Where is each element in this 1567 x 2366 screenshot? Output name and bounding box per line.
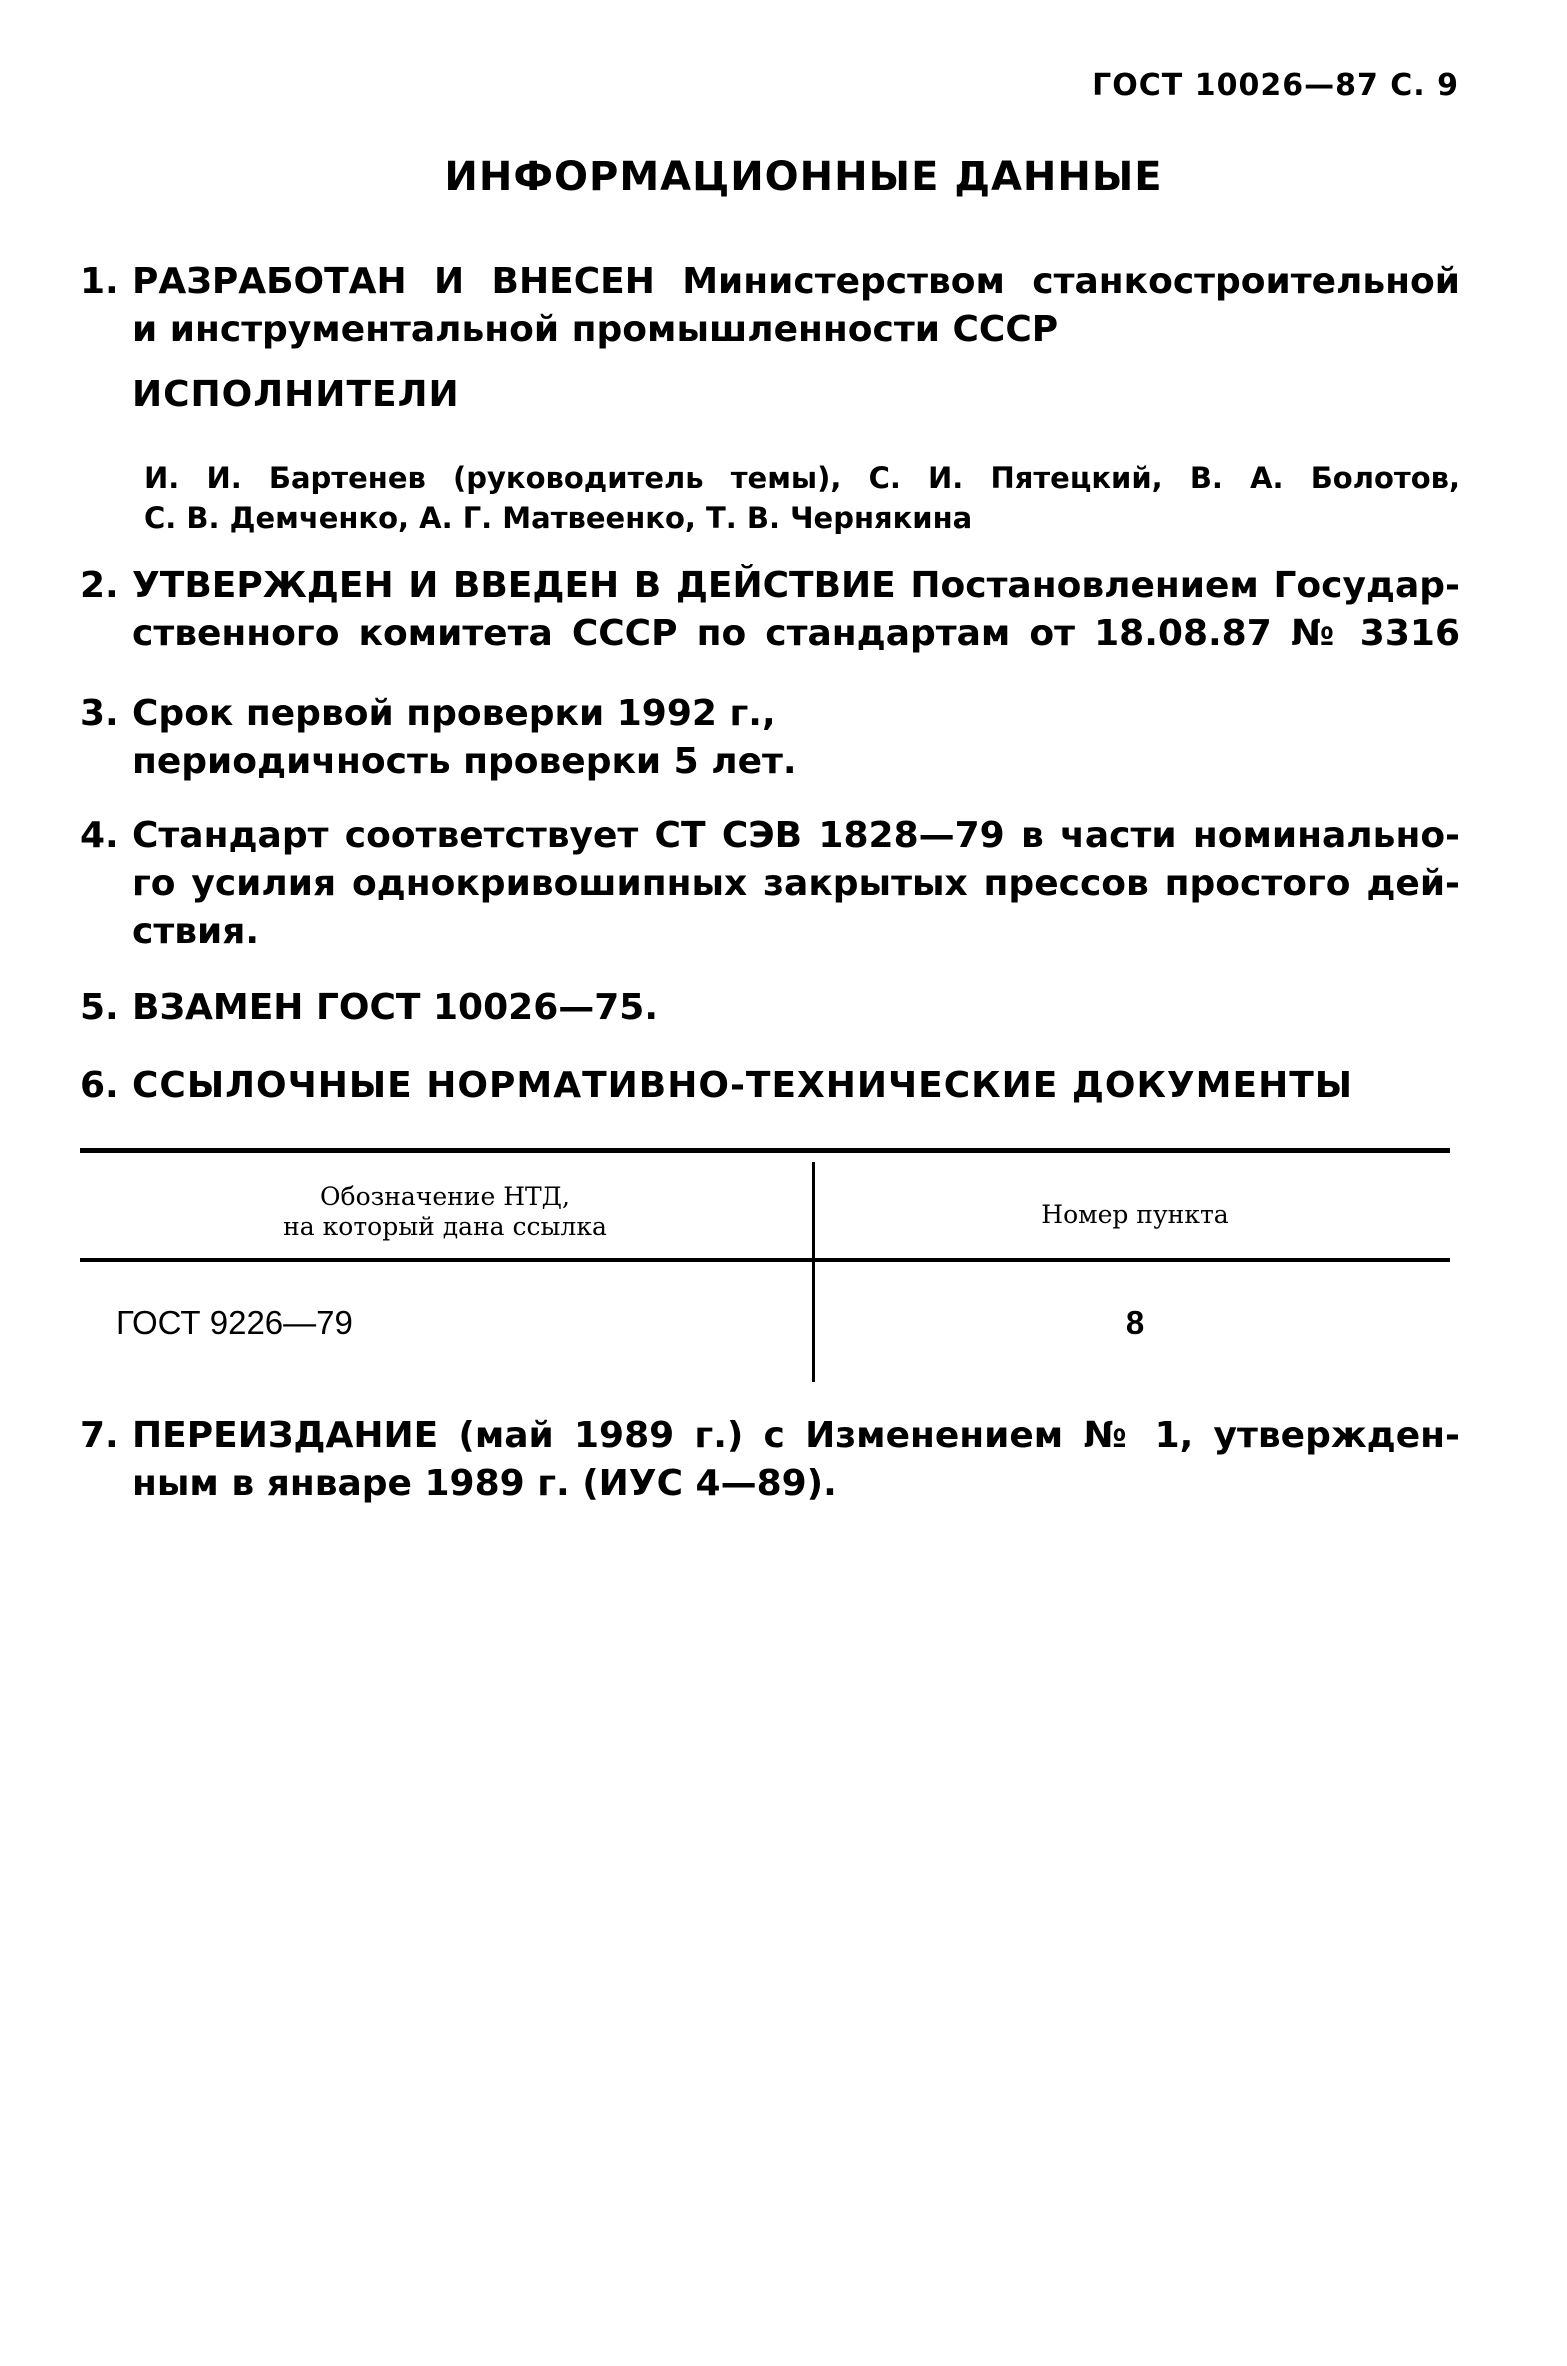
item-number: 3. — [80, 693, 119, 734]
item-number: 5. — [80, 987, 119, 1028]
executors-line: И. И. Бартенев (руководитель темы), С. И. Пятецкий, В. А. Болотов, — [144, 461, 1460, 495]
table-top-rule — [80, 1148, 1450, 1153]
item-number: 7. — [80, 1415, 119, 1456]
table-header-line: на который дана ссылка — [283, 1212, 607, 1241]
executors-line: С. В. Демченко, А. Г. Матвеенко, Т. В. Чернякина — [144, 501, 973, 535]
table-cell-ntd: ГОСТ 9226—79 — [116, 1304, 353, 1341]
reference-documents-table — [80, 1148, 1450, 1384]
executors-list — [144, 458, 1460, 538]
item-line: ВЗАМЕН ГОСТ 10026—75. — [132, 987, 659, 1028]
table-header-clause: Номер пункта — [1041, 1200, 1229, 1229]
item-text — [132, 984, 1460, 1032]
item-line: го усилия однокривошипных закрытых прессов простого дей- — [132, 863, 1460, 904]
item-text — [132, 1412, 1460, 1508]
item-text — [132, 258, 1460, 354]
info-item-6 — [80, 1062, 1460, 1110]
item-line: ственного комитета СССР по стандартам от 18.08.87 № 3316 — [132, 613, 1460, 654]
page-header-code: ГОСТ 10026—87 С. 9 — [1092, 68, 1459, 103]
info-item-5 — [80, 984, 1460, 1032]
item-line: Срок первой проверки 1992 г., — [132, 693, 776, 734]
info-item-7 — [80, 1412, 1460, 1508]
executors-heading: ИСПОЛНИТЕЛИ — [132, 374, 460, 415]
info-item-1 — [80, 258, 1460, 354]
item-line: ным в январе 1989 г. (ИУС 4—89). — [132, 1463, 837, 1504]
table-header-ntd — [130, 1182, 760, 1242]
table-cell-clause: 8 — [1125, 1304, 1145, 1341]
item-number: 6. — [80, 1065, 119, 1106]
item-line: и инструментальной промышленности СССР — [132, 309, 1059, 350]
item-text — [132, 1062, 1460, 1110]
info-item-4 — [80, 812, 1460, 956]
info-item-3 — [80, 690, 1460, 786]
document-title: ИНФОРМАЦИОННЫЕ ДАННЫЕ — [444, 154, 1163, 200]
item-number: 2. — [80, 565, 119, 606]
item-line: Стандарт соответствует СТ СЭВ 1828—79 в части номинально- — [132, 815, 1460, 856]
item-number: 4. — [80, 815, 119, 856]
item-line: периодичность проверки 5 лет. — [132, 741, 797, 782]
item-line: ПЕРЕИЗДАНИЕ (май 1989 г.) с Изменением № 1, утвержден- — [132, 1415, 1460, 1456]
table-header-line: Обозначение НТД, — [320, 1182, 570, 1211]
item-text — [132, 690, 1460, 786]
table-column-divider — [812, 1162, 815, 1382]
item-line: РАЗРАБОТАН И ВНЕСЕН Министерством станкостроительной — [132, 261, 1460, 302]
table-header-rule — [80, 1258, 1450, 1262]
info-item-2 — [80, 562, 1460, 658]
item-line: УТВЕРЖДЕН И ВВЕДЕН В ДЕЙСТВИЕ Постановлением Государ- — [132, 565, 1460, 606]
item-line: ствия. — [132, 911, 260, 952]
item-line: ССЫЛОЧНЫЕ НОРМАТИВНО-ТЕХНИЧЕСКИЕ ДОКУМЕНТЫ — [132, 1065, 1354, 1106]
item-number: 1. — [80, 261, 119, 302]
item-text — [132, 562, 1460, 658]
item-text — [132, 812, 1460, 956]
